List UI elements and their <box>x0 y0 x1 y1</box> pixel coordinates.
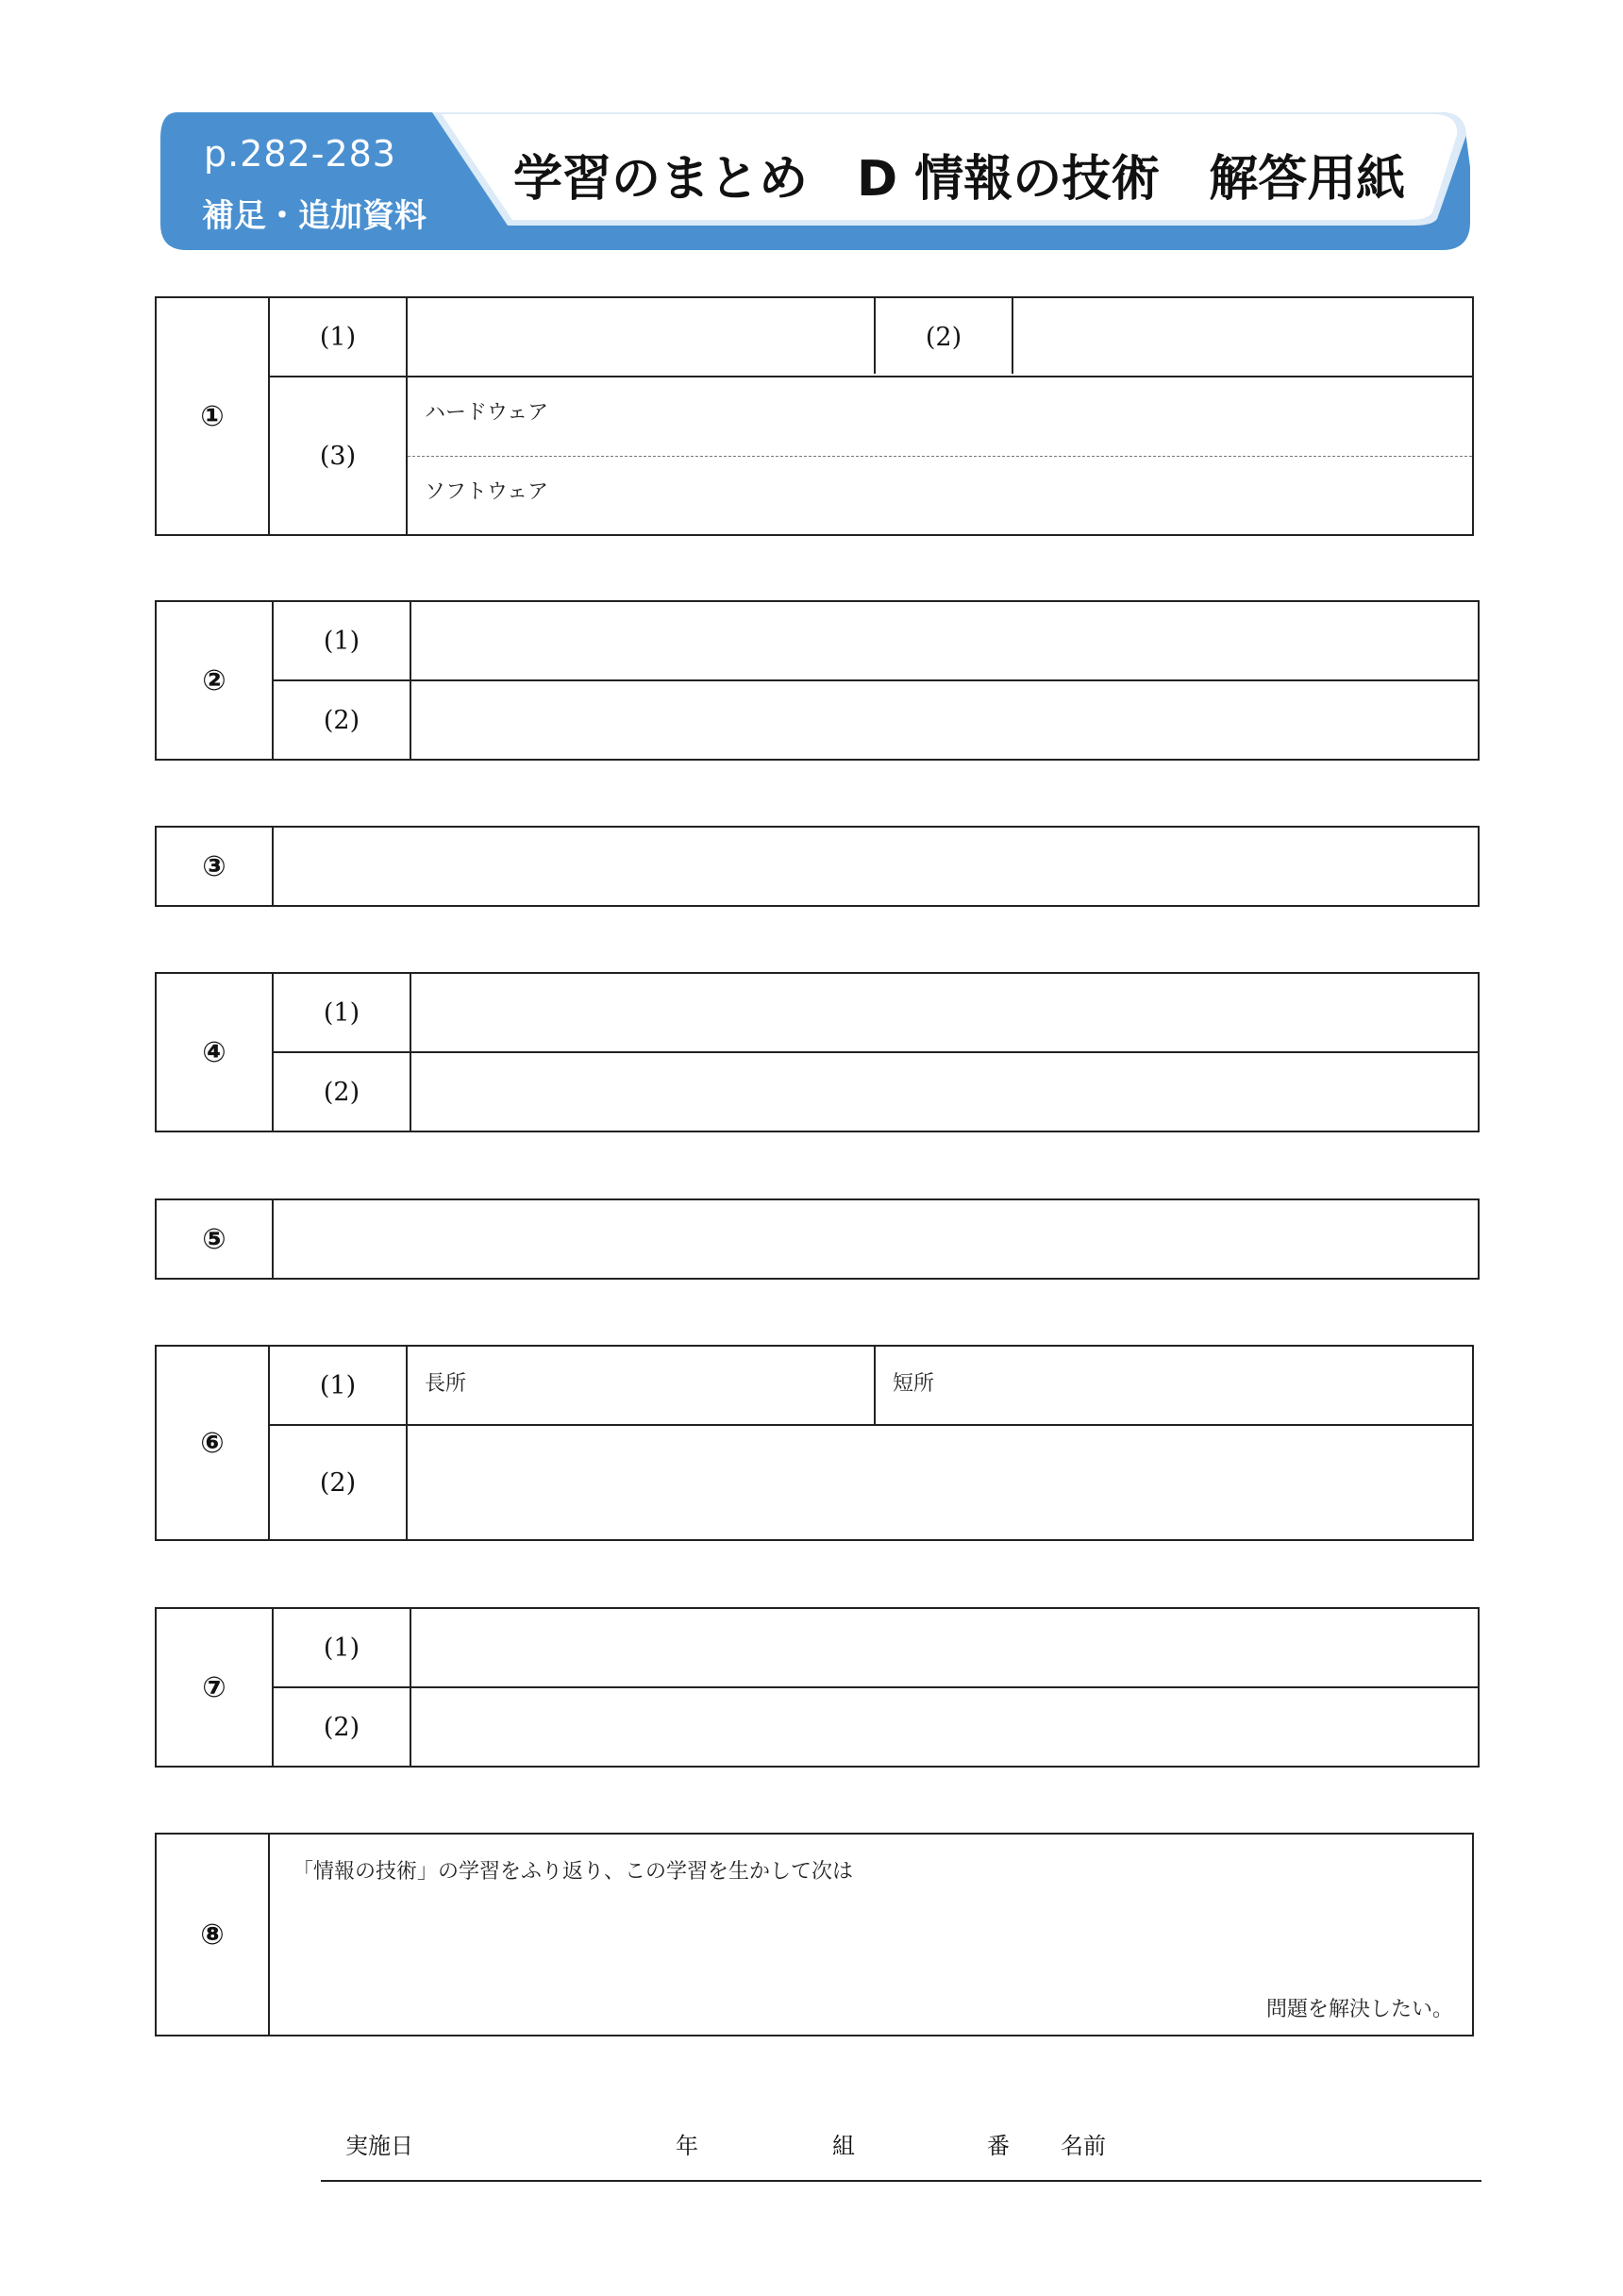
question-2-part-1-answer[interactable] <box>411 602 1478 679</box>
page-range: p.282-283 <box>204 133 396 175</box>
question-6-number: ⑥ <box>200 1426 225 1460</box>
question-8-number: ⑧ <box>200 1918 225 1952</box>
header-banner <box>159 110 1470 252</box>
question-3-number: ③ <box>202 849 226 883</box>
demerit-answer[interactable] <box>876 1347 1472 1424</box>
question-1-part-1-label: (1) <box>319 322 357 352</box>
year-label: 年 <box>676 2133 698 2159</box>
demerit-label: 短所 <box>893 1372 935 1396</box>
name-label: 名前 <box>1061 2133 1106 2159</box>
question-7-part-2-answer[interactable] <box>411 1688 1478 1766</box>
question-7-part-1-label: (1) <box>323 1633 360 1663</box>
question-3-answer[interactable] <box>274 828 1478 905</box>
question-7-part-1-answer[interactable] <box>411 1609 1478 1686</box>
question-7-part-2-label: (2) <box>323 1712 360 1742</box>
software-label: ソフトウェア <box>425 480 549 504</box>
reflection-prompt-start: 「情報の技術」の学習をふり返り、この学習を生かして次は <box>293 1860 854 1884</box>
hardware-label: ハードウェア <box>425 401 549 425</box>
footer-underline <box>321 2180 1481 2182</box>
question-2-block <box>155 600 1480 761</box>
category-label: 補足・追加資料 <box>202 197 427 235</box>
question-5-number: ⑤ <box>202 1222 226 1256</box>
merit-answer[interactable] <box>408 1347 874 1424</box>
question-4-part-2-label: (2) <box>323 1077 360 1107</box>
question-1-part-3-label: (3) <box>319 441 357 471</box>
question-2-part-2-label: (2) <box>323 705 360 735</box>
merit-label: 長所 <box>425 1372 467 1396</box>
page-title: 学習のまとめ D 情報の技術 解答用紙 <box>513 151 1406 208</box>
question-4-part-1-answer[interactable] <box>411 974 1478 1051</box>
question-4-part-2-answer[interactable] <box>411 1053 1478 1131</box>
question-3-block <box>155 826 1480 907</box>
question-4-part-1-label: (1) <box>323 997 360 1028</box>
question-8-block <box>155 1833 1474 2036</box>
question-1-part-1-answer[interactable] <box>408 298 874 376</box>
question-2-number: ② <box>202 663 226 697</box>
question-7-number: ⑦ <box>202 1670 226 1704</box>
question-2-part-2-answer[interactable] <box>411 681 1478 759</box>
date-label: 実施日 <box>345 2133 413 2159</box>
question-5-block <box>155 1198 1480 1280</box>
question-4-number: ④ <box>202 1035 226 1069</box>
question-2-part-1-label: (1) <box>323 626 360 656</box>
question-1-part-2-answer[interactable] <box>1013 298 1472 376</box>
question-1-block <box>155 296 1474 536</box>
question-8-answer[interactable] <box>270 1835 1472 2035</box>
question-1-part-2-label: (2) <box>925 322 962 352</box>
class-label: 組 <box>832 2133 855 2159</box>
question-6-part-1-label: (1) <box>319 1370 357 1400</box>
question-6-part-2-answer[interactable] <box>408 1426 1472 1539</box>
student-number-label: 番 <box>987 2133 1010 2159</box>
question-7-block <box>155 1607 1480 1768</box>
question-6-block <box>155 1345 1474 1541</box>
question-6-part-2-label: (2) <box>319 1467 357 1498</box>
reflection-prompt-end: 問題を解決したい。 <box>1265 1998 1453 2021</box>
question-4-block <box>155 972 1480 1132</box>
question-5-answer[interactable] <box>274 1200 1478 1278</box>
question-1-number: ① <box>200 399 225 433</box>
